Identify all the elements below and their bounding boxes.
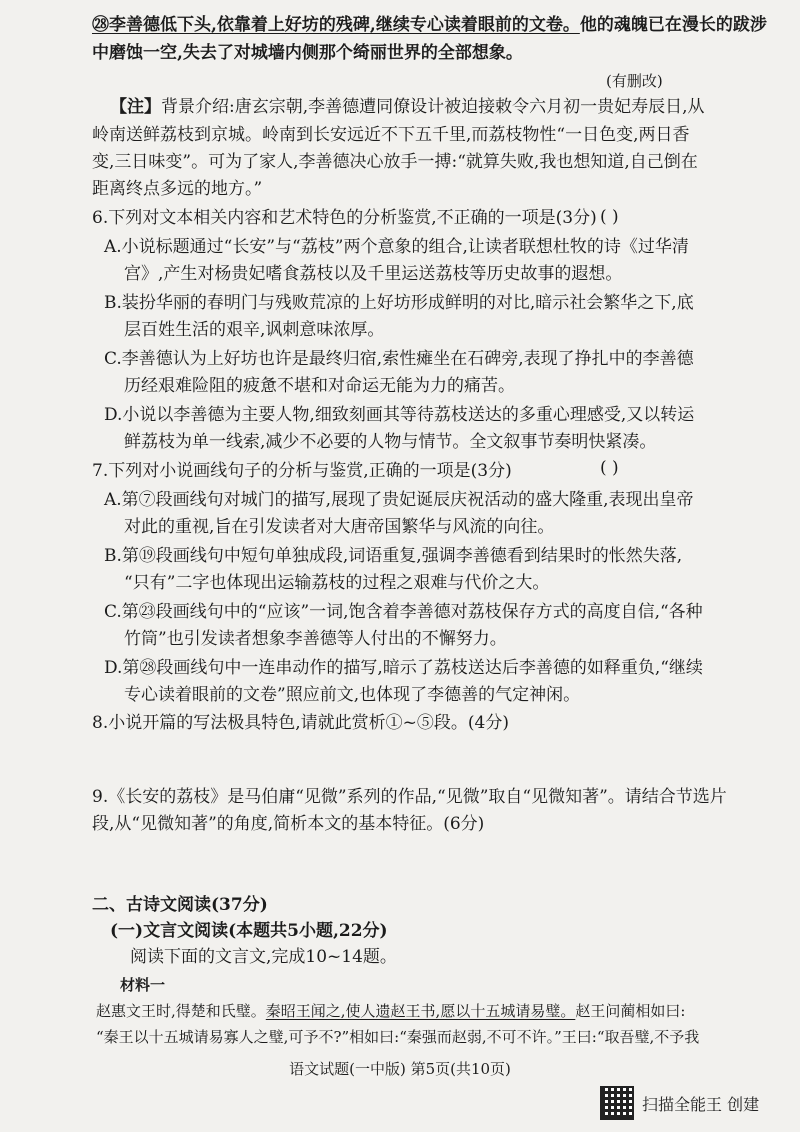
q6-option-b-line-2: 层百姓生活的艰辛,讽刺意味浓厚。: [124, 320, 385, 340]
q7-option-b-line-2: “只有”二字也体现出运输荔枝的过程之艰难与代价之大。: [124, 573, 550, 593]
question-6-answer-blank: ( ): [600, 207, 619, 227]
q6-option-c-line-2: 历经艰难险阻的疲惫不堪和对命运无能为力的痛苦。: [124, 376, 515, 396]
note-line-1: 【注】背景介绍:唐玄宗朝,李善德遭同僚设计被迫接敕令六月初一贵妃寿辰日,从: [110, 97, 705, 117]
q7-option-d-line-1: D.第㉘段画线句中一连串动作的描写,暗示了荔枝送达后李善德的如释重负,“继续: [104, 658, 703, 678]
passage-line-2: 中磨蚀一空,失去了对城墙内侧那个绮丽世界的全部想象。: [92, 43, 523, 63]
q6-option-b-line-1: B.装扮华丽的春明门与残败荒凉的上好坊形成鲜明的对比,暗示社会繁华之下,底: [104, 293, 694, 313]
passage-line-1: ㉘李善德低下头,依靠着上好坊的残碑,继续专心读着眼前的文卷。他的魂魄已在漫长的跋涉: [92, 15, 767, 35]
section-2-subheading: (一)文言文阅读(本题共5小题,22分): [110, 921, 388, 941]
underlined-sentence: ㉘李善德低下头,依靠着上好坊的残碑,继续专心读着眼前的文卷。: [92, 15, 580, 35]
q7-option-c-line-1: C.第㉓段画线句中的“应该”一词,饱含着李善德对荔枝保存方式的高度自信,“各种: [104, 602, 703, 622]
q7-option-a-line-2: 对此的重视,旨在引发读者对大唐帝国繁华与风流的向往。: [124, 517, 555, 537]
note-tag: 【注】: [110, 97, 161, 117]
note-line-3: 变,三日味变”。可为了家人,李善德决心放手一搏:“就算失败,我也想知道,自己倒在: [92, 152, 698, 172]
question-8: 8.小说开篇的写法极具特色,请就此赏析①~⑤段。(4分): [92, 713, 509, 733]
note-line-2: 岭南送鲜荔枝到京城。岭南到长安远近不下五千里,而荔枝物性“一日色变,两日香: [92, 125, 690, 145]
material-line-1: 赵惠文王时,得楚和氏璧。秦昭王闻之,使人遗赵王书,愿以十五城请易璧。赵王问蔺相如曰:: [96, 1002, 686, 1020]
scanner-label: 扫描全能王 创建: [642, 1094, 760, 1114]
q7-option-a-line-1: A.第⑦段画线句对城门的描写,展现了贵妃诞辰庆祝活动的盛大隆重,表现出皇帝: [104, 490, 694, 510]
question-6-stem: 6.下列对文本相关内容和艺术特色的分析鉴赏,不正确的一项是(3分): [92, 208, 597, 228]
section-2-heading: 二、古诗文阅读(37分): [92, 895, 268, 915]
material-underlined-sentence: 秦昭王闻之,使人遗赵王书,愿以十五城请易璧。: [265, 1002, 576, 1020]
page-footer: 语文试题(一中版) 第5页(共10页): [289, 1060, 511, 1078]
q6-option-d-line-2: 鲜荔枝为单一线索,减少不必要的人物与情节。全文叙事节奏明快紧凑。: [124, 432, 657, 452]
q7-option-c-line-2: 竹筒”也引发读者想象李善德等人付出的不懈努力。: [124, 629, 507, 649]
note-line-4: 距离终点多远的地方。”: [92, 179, 263, 199]
material-line-2: “秦王以十五城请易寡人之璧,可予不?”相如曰:“秦强而赵弱,不可不许。”王曰:“取吾璧,不予我: [96, 1028, 700, 1046]
question-7-stem: 7.下列对小说画线句子的分析与鉴赏,正确的一项是(3分): [92, 461, 512, 481]
q7-option-b-line-1: B.第⑲段画线句中短句单独成段,词语重复,强调李善德看到结果时的怅然失落,: [104, 546, 683, 566]
material-label: 材料一: [120, 976, 166, 994]
question-7-answer-blank: ( ): [600, 458, 619, 478]
q7-option-d-line-2: 专心读着眼前的文卷”照应前文,也体现了李德善的气定神闲。: [124, 685, 581, 705]
q6-option-c-line-1: C.李善德认为上好坊也许是最终归宿,索性瘫坐在石碑旁,表现了挣扎中的李善德: [104, 349, 694, 369]
q6-option-a-line-1: A.小说标题通过“长安”与“荔枝”两个意象的组合,让读者联想杜牧的诗《过华清: [104, 237, 689, 257]
q6-option-d-line-1: D.小说以李善德为主要人物,细致刻画其等待荔枝送达的多重心理感受,又以转运: [104, 405, 695, 425]
section-2-instruction: 阅读下面的文言文,完成10~14题。: [130, 947, 397, 967]
source-note: (有删改): [606, 72, 663, 90]
question-9-line-2: 段,从“见微知著”的角度,简析本文的基本特征。(6分): [92, 814, 485, 834]
scanner-watermark: [600, 1086, 759, 1120]
q6-option-a-line-2: 宫》,产生对杨贵妃嗜食荔枝以及千里运送荔枝等历史故事的遐想。: [124, 264, 623, 284]
qr-code-icon: [600, 1086, 634, 1120]
question-9-line-1: 9.《长安的荔枝》是马伯庸“见微”系列的作品,“见微”取自“见微知著”。请结合节选片: [92, 787, 727, 807]
